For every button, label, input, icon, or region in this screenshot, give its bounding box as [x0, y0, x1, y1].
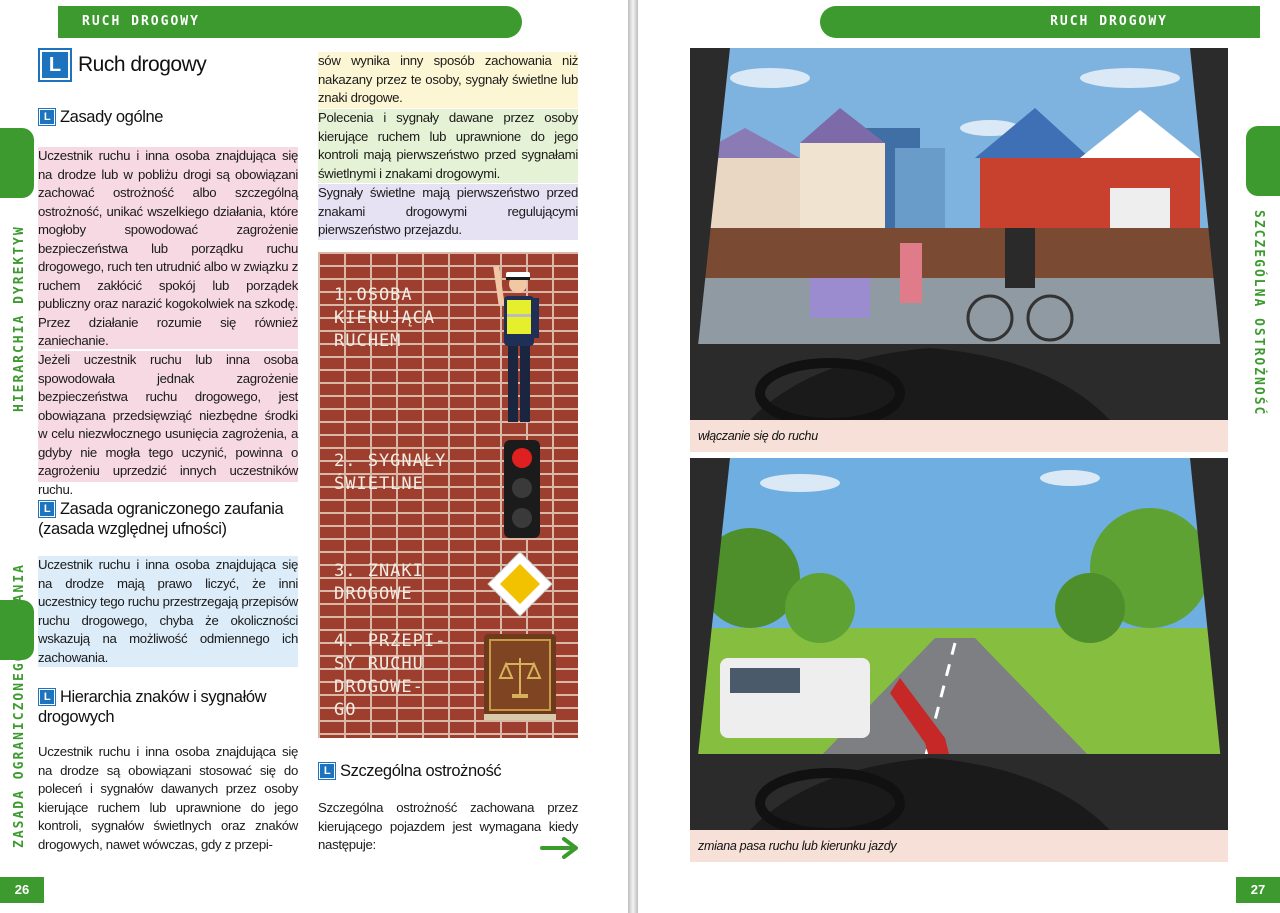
law-book-icon [480, 630, 560, 722]
paragraph-hierarchia-2: sów wynika inny sposób zachowania niż nakazany przez te osoby, sygnały świetlne lub znaki drogowe. [318, 52, 578, 108]
priority-road-sign-icon [486, 550, 554, 618]
paragraph-ogolne-2: Jeżeli uczestnik ruchu lub inna osoba spowodowała jednak zagrożenie bezpieczeństwa ruchu drogowego, jest obowiązana przedsięwziąć niezbędne środki w celu niezwłocznego usunięcia zagrożenia, a gdyby nie mogła tego uczynić, powinna o zagrożeniu uprzedzić innych uczestników ruchu. [38, 352, 298, 497]
learner-l-icon: L [38, 500, 56, 518]
section-heading-zaufanie: L Zasada ograniczonego zaufania (zasada względnej ufności) [38, 499, 284, 539]
side-label-ostroznosc: SZCZEGÓLNA OSTROŻNOŚĆ [1251, 210, 1266, 417]
page-number-right: 27 [1236, 877, 1280, 903]
running-header-left: RUCH DROGOWY [58, 6, 522, 38]
traffic-light-icon [504, 440, 540, 538]
right-page [638, 0, 1280, 913]
chalk-item-3: 3. ZNAKI DROGOWE [334, 561, 424, 604]
side-tab-right [1246, 126, 1280, 196]
book-gutter [628, 0, 638, 913]
learner-l-icon: L [318, 762, 336, 780]
paragraph-hierarchia-4: Sygnały świetlne mają pierwszeństwo przed znakami drogowymi regulującymi pierwszeństwo przejazdu. [318, 184, 578, 240]
paragraph-ogolne-1: Uczestnik ruchu i inna osoba znajdująca się na drodze lub w pobliżu drogi są obowiązani zachować ostrożność albo szczególną ostrożność, unikać wszelkiego działania, które mogłoby spowodować zagrożenie bezpieczeństwa lub porządku ruchu drogowego, ruch ten utrudnić albo w związku z ruchem zakłócić spokój lub porządek publiczny oraz narazić kogokolwiek na szkodę. Przez działanie rozumie się również zaniechanie. [38, 148, 298, 348]
section-heading-hierarchia: L Hierarchia znaków i sygnałów drogowych [38, 687, 267, 727]
chalk-item-4: 4. PRZEPI- SY RUCHU DROGOWE- GO [334, 631, 447, 720]
side-label-zasada: ZASADA OGRANICZONEGO ZAUFANIA [12, 563, 27, 848]
chapter-heading [38, 48, 206, 82]
caption-lane-change: zmiana pasa ruchu lub kierunku jazdy [690, 830, 1228, 862]
paragraph-hierarchia-3: Polecenia i sygnały dawane przez osoby kierujące ruchem lub uprawnione do jego kontroli mają pierwszeństwo przed sygnałami świetlnymi i znakami drogowymi. [318, 109, 578, 183]
chalk-item-1: 1.OSOBA KIERUJĄCA RUCHEM [334, 285, 436, 351]
running-header-right: RUCH DROGOWY [820, 6, 1260, 38]
page-number-left: 26 [0, 877, 44, 903]
hierarchy-brick-illustration [318, 252, 578, 738]
caption-entering-traffic: włączanie się do ruchu [690, 420, 1228, 452]
side-label-hierarchia: HIERARCHIA DYREKTYW [12, 225, 27, 412]
paragraph-hierarchia-1: Uczestnik ruchu i inna osoba znajdująca się na drodze są obowiązani stosować się do poleceń i sygnałów dawanych przez osoby kierujące ruchem lub uprawnione do jego kontroli, sygnałów świetlnych oraz znaków drogowych, nawet wówczas, gdy z przepi- [38, 744, 298, 852]
section-heading-ostroznosc: L Szczególna ostrożność [318, 760, 501, 781]
continue-arrow-icon [540, 836, 580, 860]
traffic-officer-icon [482, 258, 552, 428]
chapter-title: Ruch drogowy [78, 53, 207, 76]
learner-l-icon: L [38, 688, 56, 706]
learner-l-icon: L [38, 108, 56, 126]
learner-l-icon: L [38, 48, 72, 82]
illustration-lane-change [690, 458, 1228, 830]
paragraph-zaufanie: Uczestnik ruchu i inna osoba znajdująca się na drodze mają prawo liczyć, że inni uczestnicy tego ruchu przestrzegają przepisów ruchu drogowego, chyba że okoliczności wskazują na możliwość odmiennego ich zachowania. [38, 556, 298, 667]
side-tab-top [0, 128, 34, 198]
chalk-item-2: 2. SYGNAŁY ŚWIETLNE [334, 451, 447, 494]
illustration-entering-traffic [690, 48, 1228, 420]
left-page [0, 0, 628, 913]
section-heading-zasady: L Zasady ogólne [38, 106, 163, 127]
paragraph-ostroznosc: Szczególna ostrożność zachowana przez kierującego pojazdem jest wymagana kiedy następuje: [318, 800, 578, 852]
